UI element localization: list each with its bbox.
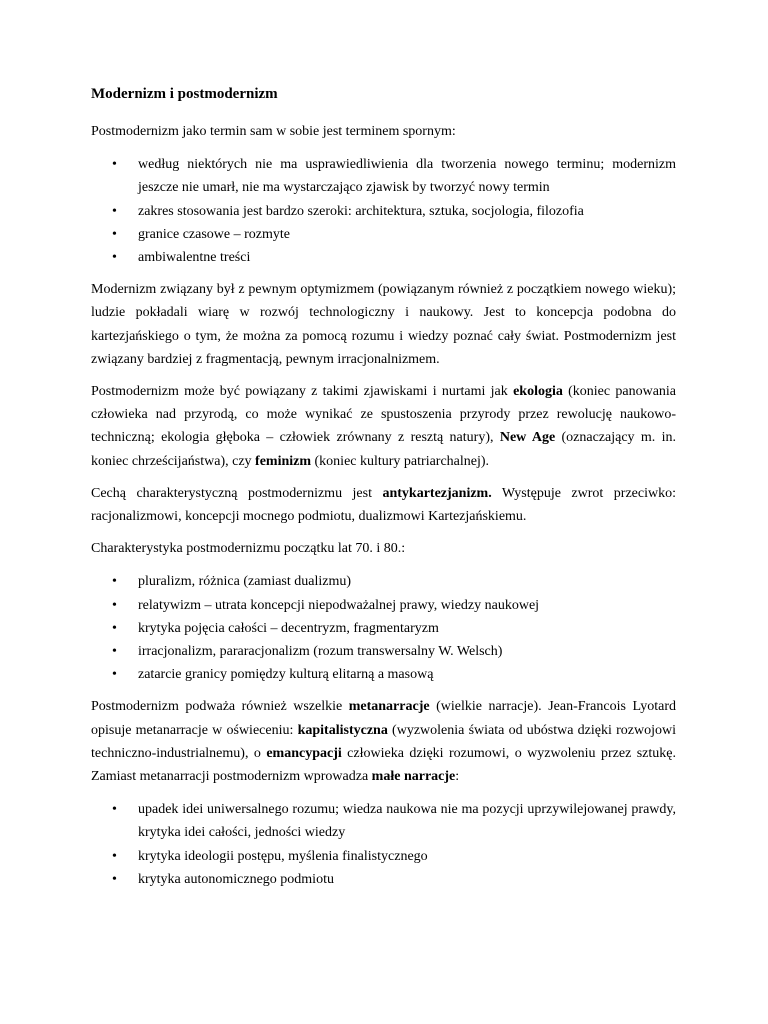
text-run: (wielkie narracje). Jean-Francois Lyotard opisuje metanarracje w oświeceniu: — [91, 699, 676, 738]
list-item-text: krytyka autonomicznego podmiotu — [138, 871, 334, 887]
document-page — [91, 84, 676, 900]
bullet-icon: • — [112, 157, 117, 173]
list-item — [91, 798, 676, 844]
list-item — [91, 663, 676, 686]
list-item — [91, 845, 676, 868]
document-title: Modernizm i postmodernizm — [91, 86, 278, 102]
bullet-icon: • — [112, 644, 117, 660]
list-item — [91, 640, 676, 663]
bullet-icon: • — [112, 226, 117, 242]
bullet-icon: • — [112, 574, 117, 590]
bullet-icon: • — [112, 667, 117, 683]
bullet-icon: • — [112, 848, 117, 864]
text-run: Postmodernizm może być powiązany z takimi zjawiskami i nurtami jak — [91, 384, 514, 400]
paragraph-anticartesianism — [91, 482, 676, 528]
list-item-text: ambiwalentne treści — [138, 250, 251, 266]
list-item-text: pluralizm, różnica (zamiast dualizmu) — [138, 574, 352, 590]
bold-term: emancypacji — [266, 745, 342, 761]
bullet-list-2 — [91, 570, 676, 686]
text-run: (wyzwolenia świata od ubóstwa dzięki rozwojowi techniczno-industrialnemu), o — [91, 722, 676, 761]
list-item-text: relatywizm – utrata koncepcji niepodważalnej prawy, wiedzy naukowej — [138, 597, 540, 613]
intro-paragraph: Postmodernizm jako termin sam w sobie jest terminem spornym: — [91, 124, 456, 139]
list-item — [91, 594, 676, 617]
list-item — [91, 153, 676, 199]
list-item-text: krytyka pojęcia całości – decentryzm, fragmentaryzm — [138, 620, 439, 636]
paragraph-characteristics: Charakterystyka postmodernizmu początku lat 70. i 80.: — [91, 541, 406, 557]
list-item — [91, 570, 676, 593]
list-item — [91, 223, 676, 246]
text-run: człowieka dzięki rozumowi, o wyzwoleniu przez sztukę. Zamiast metanarracji postmodernizm wprowadza — [91, 745, 676, 785]
bullet-list-1 — [91, 153, 676, 269]
paragraph-phenomena — [91, 380, 676, 473]
bullet-icon: • — [112, 250, 117, 266]
list-item-text: irracjonalizm, pararacjonalizm (rozum transwersalny W. Welsch) — [138, 644, 503, 660]
bullet-icon: • — [112, 203, 117, 219]
bold-term: antykartezjanizm. — [382, 485, 492, 501]
list-item — [91, 246, 676, 269]
bold-term: New Age — [499, 430, 556, 446]
list-item — [91, 200, 676, 223]
list-item-text: krytyka ideologii postępu, myślenia finalistycznego — [138, 848, 428, 864]
bullet-icon: • — [112, 802, 117, 818]
bullet-icon: • — [112, 620, 117, 636]
list-item-text: zakres stosowania jest bardzo szeroki: architektura, sztuka, socjologia, filozofia — [138, 203, 584, 219]
text-run: Występuje zwrot przeciwko: racjonalizmowi, koncepcji mocnego podmiotu, dualizmowi Kartezjańskiemu. — [91, 485, 676, 525]
text-run: Postmodernizm podważa również wszelkie — [91, 699, 349, 715]
text-run: (koniec kultury patriarchalnej). — [311, 453, 490, 469]
bold-term: kapitalistyczna — [297, 722, 388, 738]
paragraph-metanarratives — [91, 695, 676, 788]
list-item-text: według niektórych nie ma usprawiedliwienia dla tworzenia nowego terminu; modernizm jeszcze nie umarł, nie ma wystarczająco zjawisk by tworzyć nowy termin — [138, 157, 676, 196]
text-run: Cechą charakterystyczną postmodernizmu jest — [91, 485, 383, 501]
text-run: : — [455, 769, 460, 785]
paragraph-modernism: Modernizm związany był z pewnym optymizmem (powiązanym również z początkiem nowego wieku); ludzie pokładali wiarę w rozwój technologiczny i naukowy. Jest to koncepcja podobna do kartezjańskiego o tym, że można za pomocą rozumu i wiedzy poznać cały świat. Postmodernizm jest związany bardziej z fragmentacją, pewnym irracjonalnizmem. — [91, 282, 676, 367]
bold-term: małe narracje — [371, 769, 456, 785]
text-run: (koniec panowania człowieka nad przyrodą, co może wynikać ze spustoszenia przyrody przez rewolucję naukowo-techniczną; ekologia głęboka – człowiek zrównany z resztą natury), — [91, 384, 677, 446]
list-item — [91, 617, 676, 640]
bold-term: feminizm — [255, 453, 312, 469]
list-item-text: granice czasowe – rozmyte — [138, 226, 290, 242]
list-item-text: upadek idei uniwersalnego rozumu; wiedza naukowa nie ma pozycji uprzywilejowanej prawdy, krytyka idei całości, jedności wiedzy — [138, 802, 676, 841]
text-run: (oznaczający m. in. koniec chrześcijaństwa), czy — [91, 430, 676, 469]
list-item-text: zatarcie granicy pomiędzy kulturą elitarną a masową — [138, 667, 434, 683]
bullet-icon: • — [112, 871, 117, 887]
bold-term: metanarracje — [348, 699, 430, 715]
bullet-icon: • — [112, 597, 117, 613]
bullet-list-3 — [91, 798, 676, 891]
list-item — [91, 868, 676, 891]
bold-term: ekologia — [513, 384, 563, 400]
